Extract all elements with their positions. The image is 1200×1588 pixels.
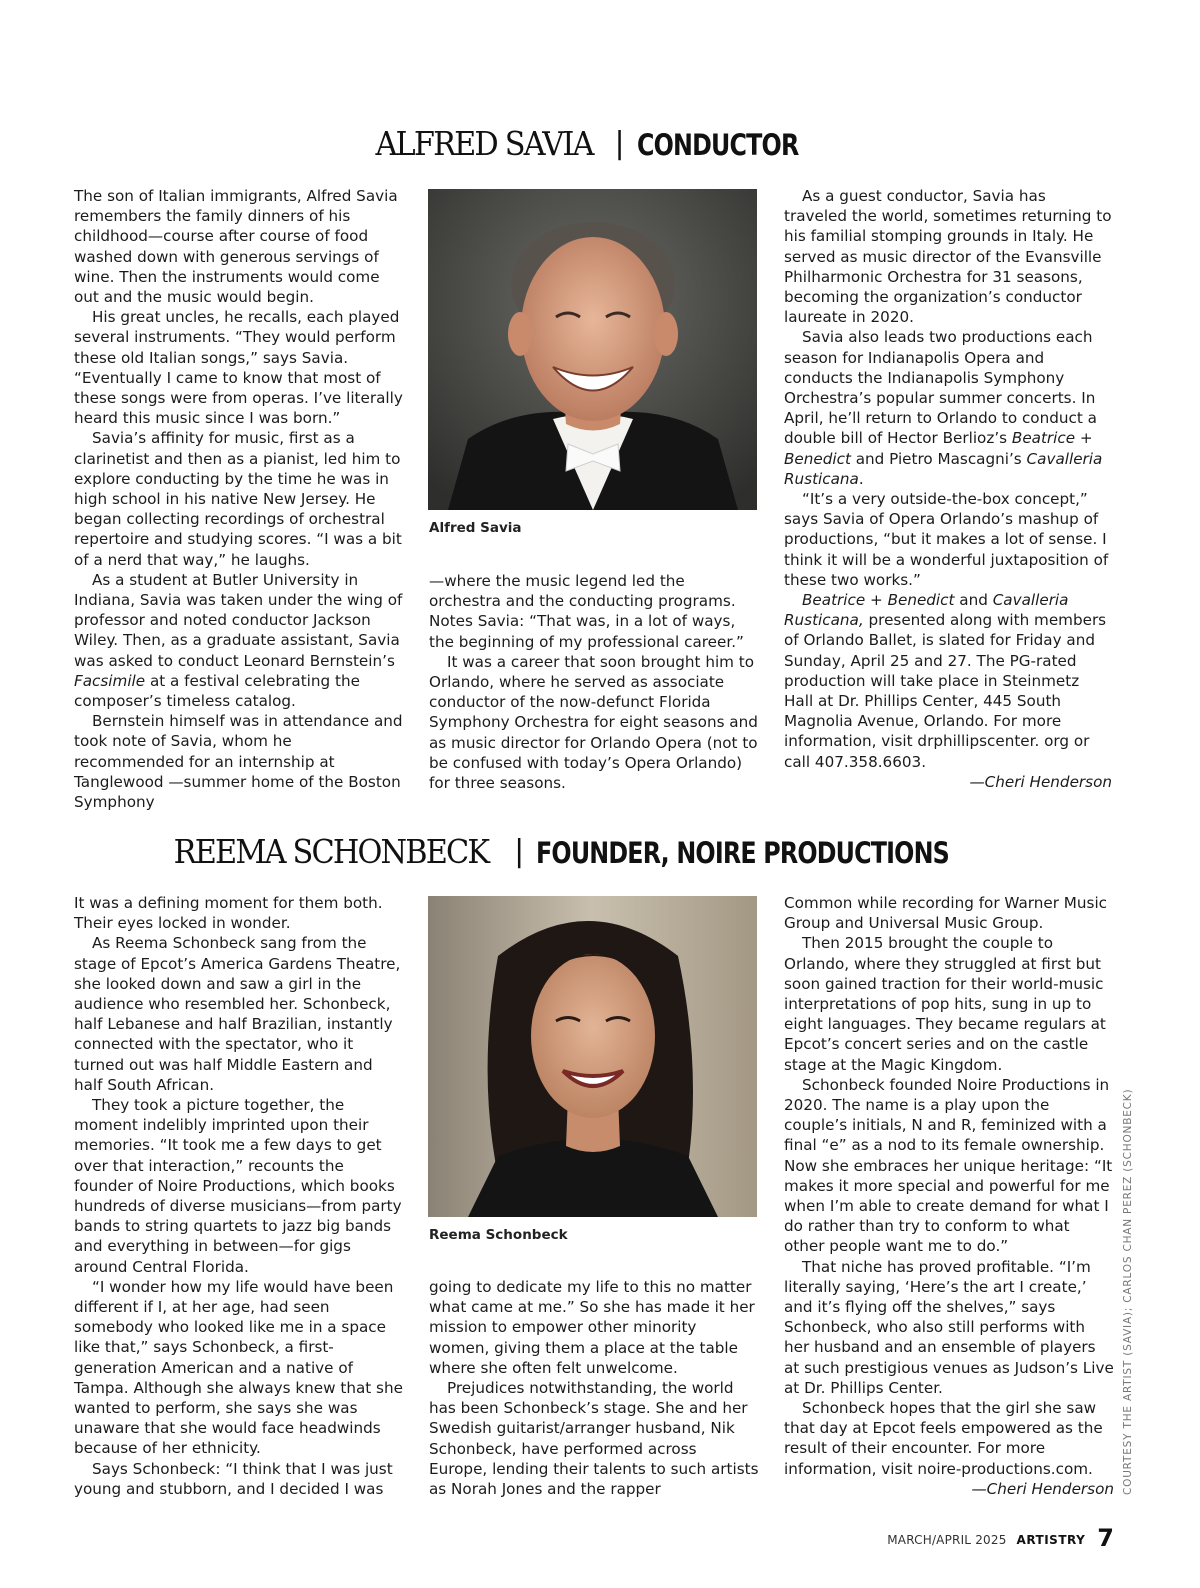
paragraph: His great uncles, he recalls, each played several instruments. “They would perform these old Italian songs,” says Savia. “Eventually I came to know that most of these songs were from operas. I’ve literally heard this music since I was born.” [74, 308, 403, 428]
byline: —Cheri Henderson [971, 1479, 1114, 1498]
page-number: 7 [1097, 1524, 1114, 1552]
paragraph: They took a picture together, the moment indelibly imprinted upon their memories. “It took me a few days to get over that interaction,” recounts the founder of Noire Productions, which books hundreds of diverse musicians—from party bands to string quartets to jazz big bands and everything in between—for gigs around Central Florida. [74, 1096, 402, 1276]
paragraph: “I wonder how my life would have been different if I, at her age, had seen somebody who looked like me in a space like that,” says Schonbeck, a first-generation American and a native of Tampa. Although she always knew that she wanted to perform, she says she was unaware that she would face headwinds because of her ethnicity. [74, 1277, 403, 1458]
paragraph: Schonbeck hopes that the girl she saw that day at Epcot feels empowered as the result of their encounter. For more information, visit noire-productions.com. [784, 1399, 1103, 1478]
section1-name: ALFRED SAVIA [375, 124, 594, 163]
work-title: Beatrice + Benedict [784, 429, 1093, 468]
section1-column-1 [74, 186, 404, 812]
section2-column-2 [429, 1277, 759, 1499]
paragraph: going to dedicate my life to this no matter what came at me.” So she has made it her mission to empower other minority women, giving them a place at the table where she often felt unwelcome. [429, 1278, 755, 1377]
section1-heading [0, 124, 1200, 163]
section2-column-3 [784, 893, 1114, 1499]
paragraph: As a guest conductor, Savia has traveled the world, sometimes returning to his familial stomping grounds in Italy. He served as music director of the Evansville Philharmonic Orchestra for 31 seasons, becoming the organization’s conductor laureate in 2020. [784, 187, 1112, 327]
section2-heading [0, 832, 1200, 871]
paragraph: —where the music legend led the orchestra and the conducting programs. Notes Savia: “That was, in a lot of ways, the beginning of my professional career.” [429, 572, 744, 651]
alfred-savia-caption: Alfred Savia [429, 520, 522, 536]
paragraph: As Reema Schonbeck sang from the stage of Epcot’s America Gardens Theatre, she looked down and saw a girl in the audience who resembled her. Schonbeck, half Lebanese and half Brazilian, instantly connected with the spectator, who it turned out was half Middle Eastern and half South African. [74, 934, 401, 1094]
paragraph: The son of Italian immigrants, Alfred Savia remembers the family dinners of his childhood—course after course of food washed down with generous servings of wine. Then the instruments would come out and the music would begin. [74, 187, 398, 307]
work-title: Cavalleria Rusticana [784, 449, 1103, 488]
paragraph: As a student at Butler University in Indiana, Savia was taken under the wing of professor and noted conductor Jackson Wiley. Then, as a graduate assistant, Savia was asked to conduct Leonard Bernstein’s Facsimile at a festival celebrating the composer’s timeless catalog. [74, 570, 403, 711]
section2-name: REEMA SCHONBECK [173, 832, 489, 871]
paragraph: Bernstein himself was in attendance and took note of Savia, whom he recommended for an internship at Tanglewood —summer home of the Boston Symphony [74, 712, 403, 812]
paragraph: It was a career that soon brought him to Orlando, where he served as associate conductor of the now-defunct Florida Symphony Orchestra for eight seasons and as music director for Orlando Opera (not to be confused with today’s Opera Orlando) for three seasons. [429, 652, 758, 793]
section2-column-1 [74, 893, 404, 1499]
paragraph: Prejudices notwithstanding, the world has been Schonbeck’s stage. She and her Swedish guitarist/arranger husband, Nik Schonbeck, have performed across Europe, lending their talents to such artists as Norah Jones and the rapper [429, 1379, 759, 1499]
paragraph: Savia also leads two productions each season for Indianapolis Opera and conducts the Indianapolis Symphony Orchestra’s popular summer concerts. In April, he’ll return to Orlando to conduct a double bill of Hector Berlioz’s Beatrice + Benedict and Pietro Mascagni’s Cavalleria Rusticana. [784, 328, 1103, 488]
paragraph: Savia’s affinity for music, first as a clarinetist and then as a pianist, led him to explore conducting by the time he was in high school in his native New Jersey. He began collecting recordings of orchestral repertoire and studying scores. “I was a bit of a nerd that way,” he laughs. [74, 429, 402, 569]
section1-role: CONDUCTOR [636, 128, 799, 162]
magazine-name: ARTISTRY [1016, 1533, 1086, 1547]
reema-schonbeck-caption: Reema Schonbeck [429, 1227, 568, 1243]
heading-separator: | [514, 834, 525, 869]
work-title: Cavalleria Rusticana, [784, 591, 1069, 630]
paragraph: “It’s a very outside-the-box concept,” says Savia of Opera Orlando’s mashup of productions, “but it makes a lot of sense. I think it will be a wonderful juxtaposition of these two works.” [784, 490, 1109, 589]
issue-date: MARCH/APRIL 2025 [887, 1533, 1007, 1547]
section1-column-2 [429, 571, 759, 793]
section1-column-3 [784, 186, 1112, 792]
paragraph: Then 2015 brought the couple to Orlando, where they struggled at first but soon gained traction for their world-music interpretations of pop hits, sung in up to eight languages. They became regulars at Epcot’s concert series and on the castle stage at the Magic Kingdom. [784, 934, 1106, 1074]
paragraph: Schonbeck founded Noire Productions in 2020. The name is a play upon the couple’s initials, N and R, feminized with a final “e” as a nod to its female ownership. Now she embraces her unique heritage: “It makes it more special and powerful for me when I’m able to create demand for what I do rather than try to conform to what other people want me to do.” [784, 1075, 1113, 1256]
work-title: Facsimile [74, 671, 146, 690]
page-footer [887, 1524, 1114, 1552]
alfred-savia-photo [428, 189, 757, 510]
byline: —Cheri Henderson [969, 772, 1112, 791]
section2-role: FOUNDER, NOIRE PRODUCTIONS [536, 836, 950, 870]
paragraph: Says Schonbeck: “I think that I was just young and stubborn, and I decided I was [74, 1459, 393, 1498]
paragraph: Beatrice + Benedict and Cavalleria Rusticana, presented along with members of Orlando Ballet, is slated for Friday and Sunday, April 25 and 27. The PG-rated production will take place in Steinmetz Hall at Dr. Phillips Center, 445 South Magnolia Avenue, Orlando. For more information, visit drphillipscenter. org or call 407.358.6603. [784, 591, 1107, 771]
paragraph: It was a defining moment for them both. Their eyes locked in wonder. [74, 894, 383, 933]
reema-schonbeck-photo [428, 896, 757, 1217]
work-title: Beatrice + Benedict [802, 591, 955, 610]
paragraph: That niche has proved profitable. “I’m literally saying, ‘Here’s the art I create,’ and it’s flying off the shelves,” says Schonbeck, who also still performs with her husband and an ensemble of players at such prestigious venues as Judson’s Live at Dr. Phillips Center. [784, 1257, 1114, 1397]
paragraph: Common while recording for Warner Music Group and Universal Music Group. [784, 894, 1108, 933]
heading-separator: | [614, 126, 625, 161]
photo-credit: COURTESY THE ARTIST (SAVIA); CARLOS CHAN PEREZ (SCHONBECK) [1122, 1088, 1134, 1495]
